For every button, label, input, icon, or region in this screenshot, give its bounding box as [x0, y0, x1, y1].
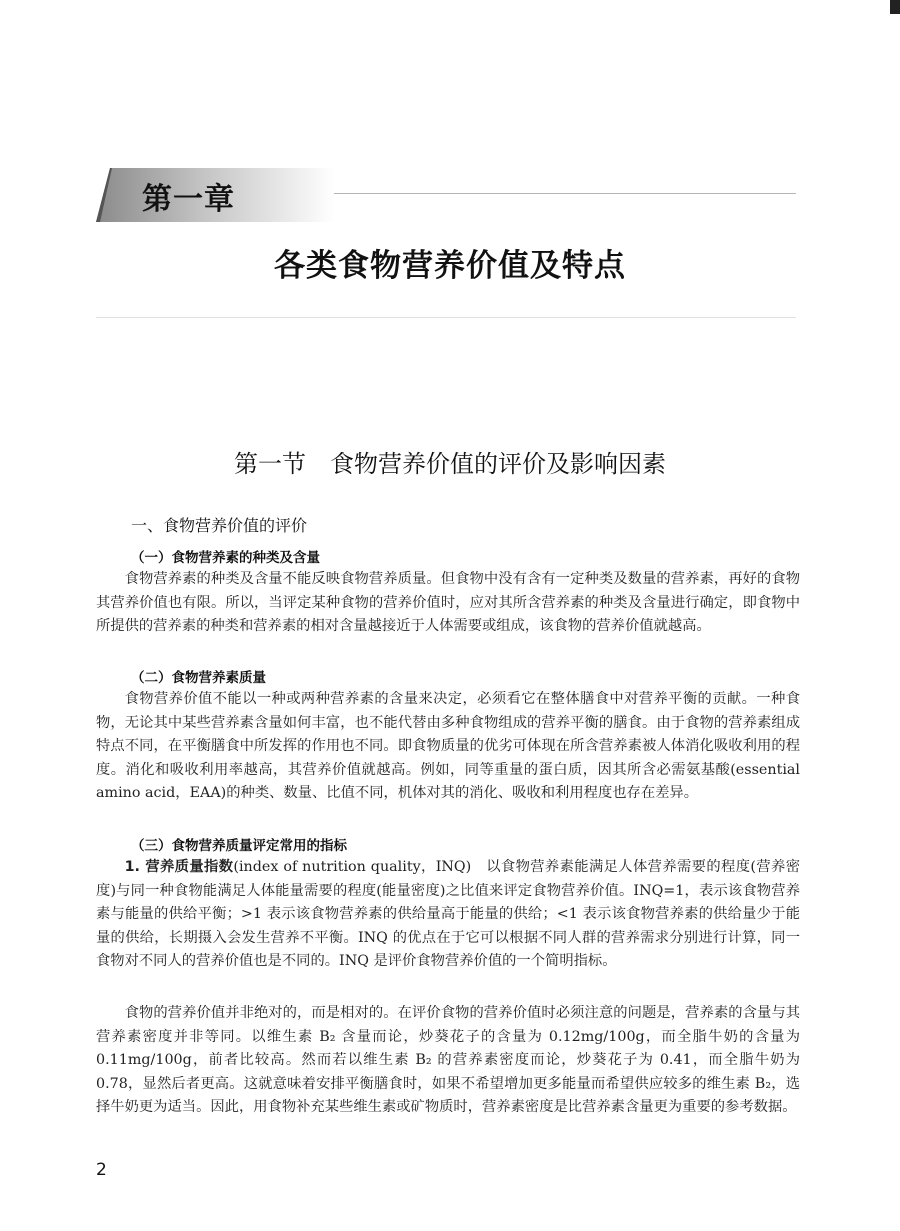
subsection-1-paragraph: 食物营养素的种类及含量不能反映食物营养质量。但食物中没有含有一定种类及数量的营养素，再好的食物其营养价值也有限。所以，当评定某种食物的营养价值时，应对其所含营养素的种类及含量进行确定，即食物中所提供的营养素的种类和营养素的相对含量越接近于人体需要或组成，该食物的营养价值就越高。 [96, 571, 800, 635]
item-1-term: 1. 营养质量指数 [124, 859, 234, 875]
page-number: 2 [96, 1160, 107, 1180]
subsection-2-paragraph: 食物营养价值不能以一种或两种营养素的含量来决定，必须看它在整体膳食中对营养平衡的贡献。一种食物，无论其中某些营养素含量如何丰富，也不能代替由多种食物组成的营养平衡的膳食。由于食物的营养素组成特点不同，在平衡膳食中所发挥的作用也不同。即食物质量的优劣可体现在所含营养素被人体消化吸收利用的程度。消化和吸收利用率越高，其营养价值就越高。例如，同等重量的蛋白质，因其所含必需氨基酸(essential amino acid，EAA)的种类、数量、比值不同，机体对其的消化、吸收和利用程度也存在差异。 [96, 691, 800, 802]
section-title: 第一节 食物营养价值的评价及影响因素 [234, 450, 666, 478]
subsection-3-item-1 [96, 856, 800, 974]
chapter-label: 第一章 [142, 182, 235, 217]
chapter-title-rule [96, 317, 796, 318]
chapter-title: 各类食物营养价值及特点 [274, 248, 626, 284]
chapter-banner [96, 168, 334, 222]
page-corner-mark [890, 0, 900, 14]
subsection-3-paragraph-2: 食物的营养价值并非绝对的，而是相对的。在评价食物的营养价值时必须注意的问题是，营养素的含量与其营养素密度并非等同。以维生素 B₂ 含量而论，炒葵花子的含量为 0.12mg/100g，而全脂牛奶的含量为 0.11mg/100g，前者比较高。然而若以维生素 B₂ 的营养素密度而论，炒葵花子为 0.41，而全脂牛奶为 0.78，显然后者更高。这就意味着安排平衡膳食时，如果不希望增加更多能量而希望供应较多的维生素 B₂，选择牛奶更为适当。因此，用食物补充某些维生素或矿物质时，营养素密度是比营养素含量更为重要的参考数据。 [96, 1005, 800, 1116]
item-1-body: (index of nutrition quality，INQ) 以食物营养素能满足人体营养需要的程度(营养密度)与同一种食物能满足人体能量需要的程度(能量密度)之比值来评定食物营养价值。INQ=1，表示该食物营养素与能量的供给平衡；>1 表示该食物营养素的供给量高于能量的供给；<1 表示该食物营养素的供给量少于能量的供给，长期摄入会发生营养不平衡。INQ 的优点在于它可以根据不同人群的营养需求分别进行计算，同一食物对不同人的营养价值也是不同的。INQ 是评价食物营养价值的一个简明指标。 [96, 859, 800, 970]
subsection-2-heading: （二）食物营养素质量 [131, 670, 266, 686]
chapter-header-rule [334, 193, 796, 194]
subsection-1-heading: （一）食物营养素的种类及含量 [131, 550, 320, 566]
heading-level-1: 一、食物营养价值的评价 [131, 516, 308, 535]
subsection-3-heading: （三）食物营养质量评定常用的指标 [131, 838, 347, 854]
